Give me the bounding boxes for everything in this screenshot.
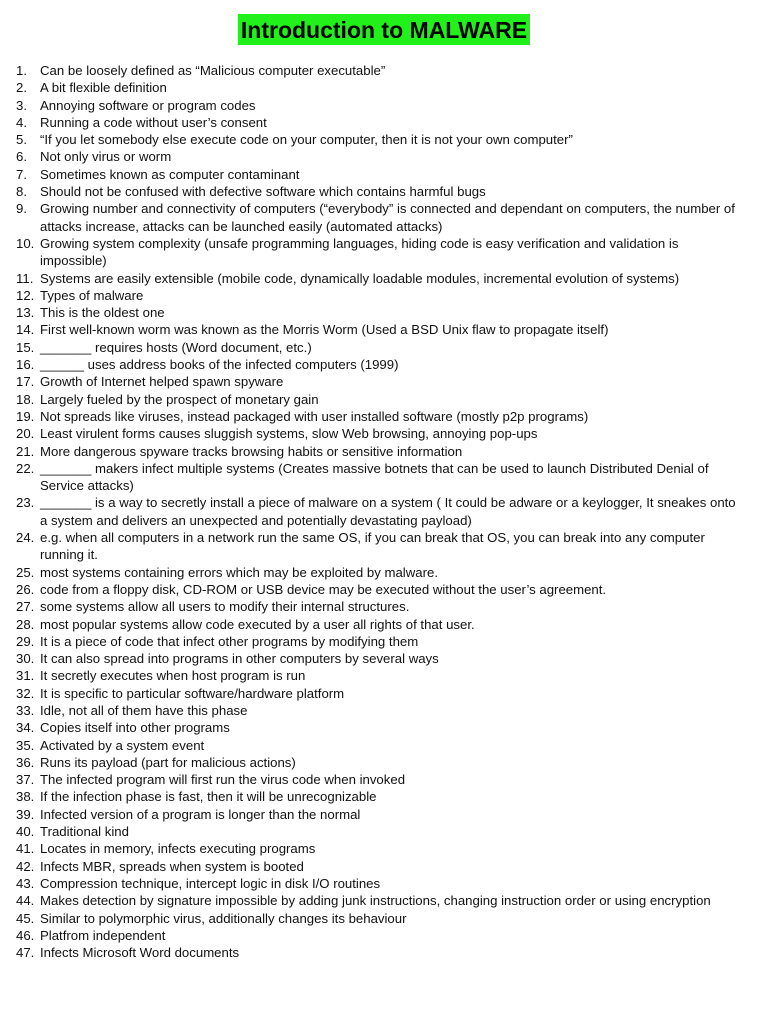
list-item <box>16 235 740 270</box>
list-item <box>16 339 740 356</box>
list-item <box>16 650 740 667</box>
list-item-number: 38. <box>16 789 35 805</box>
list-item-number: 28. <box>16 616 35 632</box>
list-item-number: 31. <box>16 668 35 684</box>
list-item-number: 25. <box>16 564 35 580</box>
list-item <box>16 460 740 495</box>
list-item-text: _______ makers infect multiple systems (Creates massive botnets that can be used to launch Distributed Denial of Service attacks) <box>40 460 709 494</box>
numbered-list <box>16 62 740 961</box>
list-item-number: 10. <box>16 235 35 251</box>
list-item-number: 43. <box>16 875 35 891</box>
list-item-text: A bit flexible definition <box>40 80 167 96</box>
list-item-text: Idle, not all of them have this phase <box>40 702 248 718</box>
list-item-number: 34. <box>16 720 35 736</box>
list-item <box>16 823 740 840</box>
list-item <box>16 183 740 200</box>
list-item-number: 36. <box>16 754 35 770</box>
list-item <box>16 616 740 633</box>
list-item-number: 5. <box>16 132 27 148</box>
title-wrap <box>0 0 768 46</box>
list-item <box>16 62 740 79</box>
list-item <box>16 685 740 702</box>
list-item-text: This is the oldest one <box>40 305 165 321</box>
list-item-number: 15. <box>16 339 35 355</box>
list-item-text: Growing system complexity (unsafe programming languages, hiding code is easy verification and validation is impossible) <box>40 235 679 269</box>
list-item-text: It secretly executes when host program is run <box>40 668 306 684</box>
list-item-number: 20. <box>16 426 35 442</box>
list-item-number: 30. <box>16 651 35 667</box>
list-item-text: Growth of Internet helped spawn spyware <box>40 374 284 390</box>
list-item-number: 17. <box>16 374 35 390</box>
list-item <box>16 287 740 304</box>
list-item <box>16 927 740 944</box>
list-item-number: 41. <box>16 841 35 857</box>
list-item-text: Infects MBR, spreads when system is booted <box>40 858 304 874</box>
list-item <box>16 892 740 909</box>
list-item <box>16 598 740 615</box>
list-item-text: “If you let somebody else execute code on your computer, then it is not your own computer” <box>40 132 573 148</box>
list-item-number: 19. <box>16 408 35 424</box>
list-item <box>16 529 740 564</box>
list-item-text: The infected program will first run the virus code when invoked <box>40 772 406 788</box>
list-item-number: 46. <box>16 927 35 943</box>
list-item-text: Activated by a system event <box>40 737 205 753</box>
list-item-text: some systems allow all users to modify their internal structures. <box>40 599 410 615</box>
list-item-text: More dangerous spyware tracks browsing habits or sensitive information <box>40 443 463 459</box>
list-item-text: Least virulent forms causes sluggish systems, slow Web browsing, annoying pop-ups <box>40 426 538 442</box>
list-item-number: 27. <box>16 599 35 615</box>
list-item-number: 42. <box>16 858 35 874</box>
list-item <box>16 633 740 650</box>
list-item <box>16 702 740 719</box>
list-item-number: 7. <box>16 166 27 182</box>
list-item-number: 12. <box>16 287 35 303</box>
list-item <box>16 667 740 684</box>
list-item-text: Traditional kind <box>40 824 129 840</box>
list-item-text: Can be loosely defined as “Malicious computer executable” <box>40 63 386 78</box>
list-item-number: 3. <box>16 97 27 113</box>
list-item-number: 8. <box>16 184 27 200</box>
list-item-number: 35. <box>16 737 35 753</box>
list-item <box>16 719 740 736</box>
list-item <box>16 443 740 460</box>
list-item <box>16 564 740 581</box>
list-item <box>16 581 740 598</box>
list-item <box>16 858 740 875</box>
list-item <box>16 771 740 788</box>
list-item-number: 21. <box>16 443 35 459</box>
list-item-number: 22. <box>16 460 35 476</box>
list-item <box>16 373 740 390</box>
list-item-text: Not only virus or worm <box>40 149 172 165</box>
list-item-text: Makes detection by signature impossible by adding junk instructions, changing instruction order or using encryption <box>40 893 711 909</box>
list-item-number: 23. <box>16 495 35 511</box>
list-item-text: _______ requires hosts (Word document, etc.) <box>40 339 312 355</box>
list-item-text: Runs its payload (part for malicious actions) <box>40 754 296 770</box>
list-item <box>16 304 740 321</box>
list-item-number: 24. <box>16 530 35 546</box>
page-title: Introduction to MALWARE <box>238 14 530 45</box>
list-item <box>16 737 740 754</box>
list-item-text: ______ uses address books of the infected computers (1999) <box>40 357 399 373</box>
list-item <box>16 148 740 165</box>
list-item <box>16 494 740 529</box>
list-item <box>16 131 740 148</box>
list-item <box>16 391 740 408</box>
list-item-text: Not spreads like viruses, instead packaged with user installed software (mostly p2p programs) <box>40 408 589 424</box>
list-item-text: Similar to polymorphic virus, additionally changes its behaviour <box>40 910 407 926</box>
list-item <box>16 910 740 927</box>
list-item-number: 33. <box>16 702 35 718</box>
list-item-number: 11. <box>16 270 34 286</box>
list-item-text: Sometimes known as computer contaminant <box>40 166 300 182</box>
list-item <box>16 944 740 961</box>
list-item-text: First well-known worm was known as the Morris Worm (Used a BSD Unix flaw to propagate itself) <box>40 322 609 338</box>
list-item-number: 9. <box>16 201 27 217</box>
list-item-number: 16. <box>16 357 35 373</box>
list-item-text: If the infection phase is fast, then it will be unrecognizable <box>40 789 377 805</box>
list-item-text: Types of malware <box>40 287 144 303</box>
list-item-text: Platfrom independent <box>40 927 166 943</box>
list-item <box>16 840 740 857</box>
list-item <box>16 754 740 771</box>
list-item-text: most systems containing errors which may be exploited by malware. <box>40 564 438 580</box>
list-item <box>16 788 740 805</box>
list-item-number: 37. <box>16 772 35 788</box>
list-item-text: It is a piece of code that infect other programs by modifying them <box>40 633 419 649</box>
list-item <box>16 806 740 823</box>
list-item <box>16 200 740 235</box>
list-item-number: 40. <box>16 824 35 840</box>
list-item <box>16 166 740 183</box>
list-item <box>16 356 740 373</box>
list-item <box>16 270 740 287</box>
list-item <box>16 321 740 338</box>
list-item-text: Systems are easily extensible (mobile code, dynamically loadable modules, incremental evolution of systems) <box>40 270 680 286</box>
list-item <box>16 79 740 96</box>
list-item <box>16 114 740 131</box>
list-item-number: 45. <box>16 910 35 926</box>
list-item-text: Growing number and connectivity of computers (“everybody” is connected and dependant on computers, the number of attacks increase, attacks can be launched easily (automated attacks) <box>40 201 735 234</box>
list-item-number: 2. <box>16 80 27 96</box>
list-item-number: 32. <box>16 685 35 701</box>
list-item-text: Largely fueled by the prospect of monetary gain <box>40 391 319 407</box>
list-item-text: Running a code without user’s consent <box>40 114 267 130</box>
list-item-text: It can also spread into programs in other computers by several ways <box>40 651 439 667</box>
list-item-text: Annoying software or program codes <box>40 97 256 113</box>
list-item-number: 29. <box>16 633 35 649</box>
list-item-text: Should not be confused with defective software which contains harmful bugs <box>40 184 486 200</box>
list-item <box>16 97 740 114</box>
list-item-number: 1. <box>16 63 27 78</box>
list-item <box>16 875 740 892</box>
list-item <box>16 425 740 442</box>
list-item-text: Compression technique, intercept logic in disk I/O routines <box>40 875 381 891</box>
list-item-number: 44. <box>16 893 35 909</box>
list-item-number: 13. <box>16 305 35 321</box>
list-item-number: 18. <box>16 391 35 407</box>
list-item-number: 6. <box>16 149 27 165</box>
list-item-number: 47. <box>16 945 35 961</box>
list-item-number: 4. <box>16 114 27 130</box>
list-item-text: _______ is a way to secretly install a piece of malware on a system ( It could be adware or a keylogger, It sneakes onto a system and delivers an unexpected and potentially devastating payload) <box>40 495 736 528</box>
list-item-number: 26. <box>16 581 35 597</box>
list-item <box>16 408 740 425</box>
list-item-text: code from a floppy disk, CD-ROM or USB device may be executed without the user’s agreement. <box>40 581 607 597</box>
list-item-text: most popular systems allow code executed by a user all rights of that user. <box>40 616 475 632</box>
list-item-text: Infects Microsoft Word documents <box>40 945 240 961</box>
list-item-text: e.g. when all computers in a network run the same OS, if you can break that OS, you can break into any computer running it. <box>40 530 705 563</box>
list-item-text: It is specific to particular software/hardware platform <box>40 685 345 701</box>
list-item-text: Copies itself into other programs <box>40 720 230 736</box>
list-item-text: Infected version of a program is longer than the normal <box>40 806 361 822</box>
list-item-number: 39. <box>16 806 35 822</box>
list-item-text: Locates in memory, infects executing programs <box>40 841 316 857</box>
list-item-number: 14. <box>16 322 35 338</box>
